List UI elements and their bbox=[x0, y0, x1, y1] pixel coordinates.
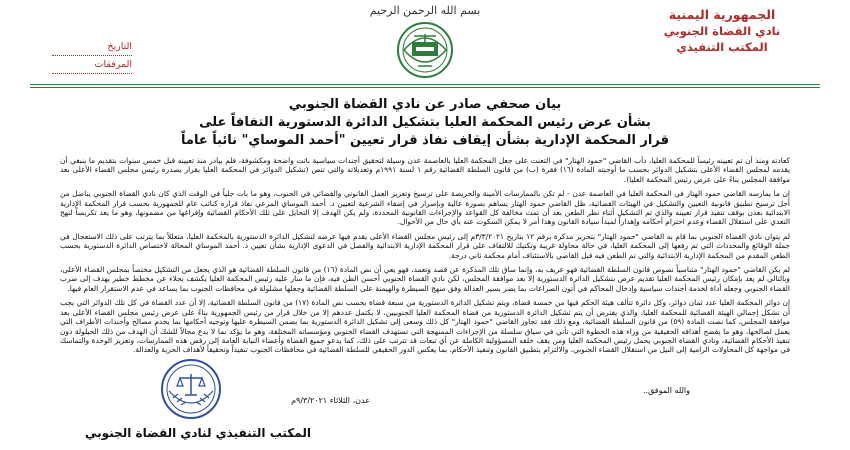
statement-title: بيان صحفي صادر عن نادي القضاة الجنوبي bbox=[288, 97, 562, 112]
attachments-label: المرفقات bbox=[52, 56, 132, 74]
club-seal-icon bbox=[160, 358, 222, 420]
letterhead-divider-thin bbox=[30, 87, 820, 88]
letterhead-country: الجمهورية اليمنية bbox=[668, 7, 776, 22]
letterhead-office: المكتب التنفيذي bbox=[676, 40, 768, 54]
date-fields bbox=[52, 38, 132, 74]
statement-headings bbox=[150, 96, 700, 150]
statement-subtitle-2: قرار المحكمة الإدارية بشأن إيقاف نفاذ قرار تعيين "أحمد الموساي" نائباً عاماً bbox=[181, 133, 669, 148]
scales-emblem-icon bbox=[392, 20, 458, 80]
basmala: بسم الله الرحمن الرحيم bbox=[369, 4, 481, 17]
body-paragraph-1: كعادته ومنذ أن تم تعيينه رئيساً للمحكمة العليا، دأب القاضي "حمود الهتار" في التعنت على جعل المحكمة العليا بالعاصمة عدن وسيلة لتحقيق أجندات سياسية باتت واضحة ومكشوفة، فلم يبادر منذ تعيينه قبل خمس سنوات بتقديم ما ينبغي أن يقدمه لمجلس القضاء الأعلى بتشكيل الدوائر بحسب ما أوجبته المادة (١٦) فقرة (ب) من قانون السلطة القضائية رقم ١ لسنة ١٩٩١م وتعديلاته والتي تنص (تشكيل الدوائر في المحكمة العليا بقرار يصدره رئيس مجلس القضاء الأعلى بعد موافقة المجلس بناءً على عرض رئيس المحكمة العليا). bbox=[60, 156, 790, 184]
signature-block: المكتب التنفيذي لنادي القضاة الجنوبي bbox=[85, 426, 311, 440]
body-paragraph-4: لم يكن القاضي "حمود الهتار" متناسياً نصوص قانون السلطة القضائية فهو عريف به، وإنما ساق تلك المذكرة عن قصد وتعمد، فهو يعي أن نص المادة (١٦) من قانون السلطة القضائية هو الذي يجعل من التشكيل مختصاً بمجلس القضاء الأعلى، وبالتالي لم يعد بإمكان رئيس المحكمة العليا تقديم عرض بتشكيل الدائرة الدستورية إلا بعد موافقة المجلس، لكن نادي القضاة الجنوبي أحسن الظن فيه، فإن ما سار عليه رئيس المحكمة العليا يكشف بجلاء عن مخطط خطير يهدف إلى ضرب القضاء الجنوبي وجعله أداة لخدمة أجندات سياسية وإدخال المحاكم في أتون الصراعات بما يضر بسير العدالة وفق منهج السيطرة والهيمنة على السلطة القضائية وجعلها مشلولة في محافظات الجنوب بما يساعد في عدم الاستقرار العام فيها. bbox=[60, 265, 790, 293]
date-label: التاريخ bbox=[52, 38, 132, 56]
body-paragraph-5: إن دوائر المحكمة العليا عدد ثمان دوائر، وكل دائرة تتألف هيئة الحكم فيها من خمسة قضاة، ويتم تشكيل الدائرة الدستورية من سبعة قضاة بحسب نص المادة (١٧) من قانون السلطة القضائية، إلا أن عدد القضاة في كل تلك الدوائر التي يجب أن تشكل إجمالي الهيئة القضائية للمحكمة العليا، والذي يفترض أن يتم تشكيل الدائرة الدستورية من قضاة المحكمة العليا الجنوبيين، لا يكتمل عددهم إلا من خلال قرار من رئيس الجمهورية بناءً على عرض رئيس مجلس القضاء الأعلى بعد موافقة المجلس، كما نصت المادة (٥٩) من قانون السلطة القضائية، ومع ذلك فقد تجاوز القاضي "حمود الهتار" كل ذلك وسعى إلى تشكيل الدائرة الدستورية بما يضمن السيطرة عليها وتوجيه أحكامها بما يخدم مصالح وأجندات الأطراف التي يعمل لصالحها، وهو ما يفضح أهدافه الحقيقية من وراء هذه الخطوة التي تأتي في سياق سلسلة من الإجراءات الممنهجة التي تستهدف القضاء الجنوبي ومؤسساته المختلفة، وهو ما يؤكد بما لا يدع مجالاً للشك أن الهدف من ذلك الحيلولة دون تنفيذ الأحكام القضائية، ونادي القضاة الجنوبي يحمل رئيس المحكمة العليا ومن يقف خلفه المسؤولية الكاملة عن أي تبعات قد تترتب على ذلك، كما يدعو جميع القضاة وأعضاء النيابة العامة إلى رفض هذه الممارسات، وتعزيز الوحدة والتماسك في مواجهة كل المحاولات الرامية إلى النيل من استقلال القضاء الجنوبي، والالتزام بتطبيق القانون وتنفيذ الأحكام، بما يعكس الدور الحقيقي للسلطة القضائية في محافظات الجنوب تنفيذاً وتحقيقاً لأهداف الحرية والعدالة. bbox=[60, 298, 790, 355]
body-paragraph-3: لم يتوان نادي القضاة الجنوبي بما قام به القاضي "حمود الهتار" بتحرير مذكرة برقم ١٢ بتاريخ ٣/٣/٢٠٢١م إلى رئيس مجلس القضاء الأعلى يقدم فيها عرضه لتشكيل الدائرة الدستورية بالمحكمة العليا، متعللاً بما يترتب على ذلك الاستعجال في جملة الوقائع والمحددات التي تم رفعها إلى المحكمة العليا، في حالة محاولة غريبة وتكتيك للالتفاف على قرار المحكمة الإدارية الابتدائية والفصل في الدعوى الإدارية بشأن تعيين د. أحمد الموساي المحالة لاختصاص الدائرة الدستورية بحسب الطعن المقدم من المحكمة الإدارية الابتدائية والتي تم الطعن فيه قبل القاضي بالاستئناف أمام محكمة ثاني درجة. bbox=[60, 231, 790, 260]
letterhead-right bbox=[622, 6, 822, 55]
body-paragraph-2: إن ما يمارسه القاضي حمود الهتار في المحكمة العليا في العاصمة عدن - لم تكن بالممارسات الأمينة والحريصة على ترسيخ وتعزيز العمل القانوني والقضائي في الجنوب، وهو ما بات جلياً في الوقت الذي كان نادي القضاة الجنوبي يناضل من أجل ترسيخ تطبيق قانونية التعيين والتشكيل في الهيئات القضائية، ظل القاضي حمود الهتار يساهم بصورة عالية وبإصرار في إضفاء الشرعية لتعيين د. أحمد الموساي المرعي نفاذ قراره كنائب عام للجمهورية بحسب قرار المحكمة الإدارية الابتدائية بعدن بوقف تنفيذ قرار تعيينه والذي تم التشكيل أثناء نظر الطعن بعد أن تمت مخالفة كل القواعد والإجراءات القانونية المحددة، ولم يكن الهدف إلا التحايل على تلك الأحكام القضائية وإفراغها من مضمونها، وهو ما يعد تكريساً لنهج التعدي على استقلال القضاء وعدم احترام أحكامه وإهداراً لمبدأ سيادة القانون وهذا أمر لا يمكن السكوت عنه بأي حال من الأحوال. bbox=[60, 189, 790, 227]
letterhead-divider bbox=[30, 84, 820, 85]
statement-date: عدن، الثلاثاء ٩/٣/٢٠٢١م bbox=[291, 396, 370, 405]
statement-subtitle-1: بشأن عرض رئيس المحكمة العليا بتشكيل الدائرة الدستورية التفافاً على bbox=[199, 115, 651, 130]
closing-phrase: والله الموفق.. bbox=[642, 386, 690, 395]
letterhead-club: نادي القضاة الجنوبي bbox=[663, 24, 781, 38]
